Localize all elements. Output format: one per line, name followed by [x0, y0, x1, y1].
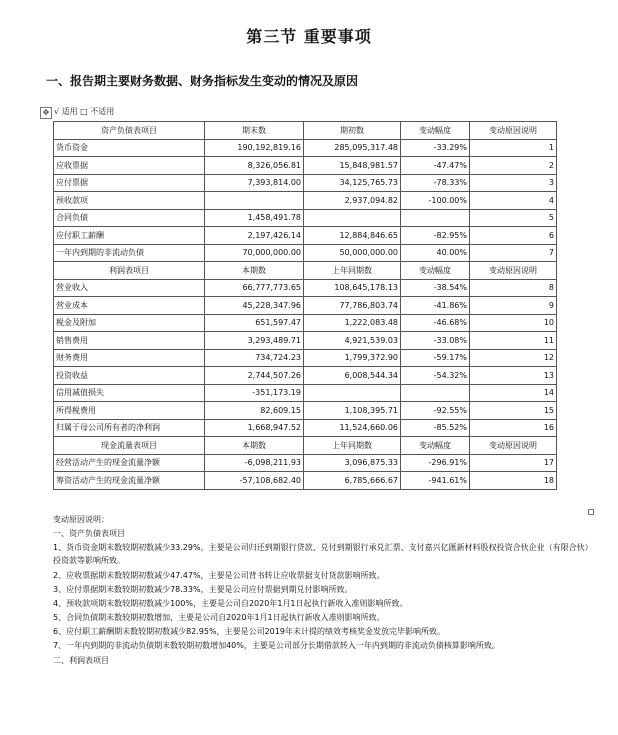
header-cell: 期末数	[205, 122, 304, 140]
table-row	[54, 297, 557, 315]
table-cell: 6,785,666.67	[304, 472, 401, 490]
table-cell	[304, 209, 401, 227]
header-cell: 变动幅度	[401, 122, 470, 140]
table-cell: 财务费用	[54, 349, 205, 367]
table-cell: 税金及附加	[54, 314, 205, 332]
table-row	[54, 279, 557, 297]
table-row	[54, 227, 557, 245]
table-cell: 预收款项	[54, 192, 205, 210]
change-reasons-notes	[53, 513, 593, 668]
table-cell: 8,326,056.81	[205, 157, 304, 175]
table-row	[54, 419, 557, 437]
table-cell: 16	[470, 419, 557, 437]
table-cell: 1,222,083.48	[304, 314, 401, 332]
table-cell: 12,884,846.65	[304, 227, 401, 245]
header-cell: 资产负债表项目	[54, 122, 205, 140]
note-line: 6、应付职工薪酬期末数较期初数减少82.95%，主要是公司2019年末计提的绩效考核奖金发放完毕影响所致。	[53, 627, 445, 636]
table-cell: 34,125,765.73	[304, 174, 401, 192]
table-cell	[401, 209, 470, 227]
table-cell: 10	[470, 314, 557, 332]
table-cell: 销售费用	[54, 332, 205, 350]
table-cell: 应付职工薪酬	[54, 227, 205, 245]
table-cell: 40.00%	[401, 244, 470, 262]
table-cell: -59.17%	[401, 349, 470, 367]
table-cell: 11,524,660.06	[304, 419, 401, 437]
header-cell: 变动原因说明	[470, 262, 557, 280]
header-cell: 现金流量表项目	[54, 437, 205, 455]
header-cell: 本期数	[205, 437, 304, 455]
table-cell: 应付票据	[54, 174, 205, 192]
header-cell: 变动幅度	[401, 437, 470, 455]
table-cell: 1,799,372.90	[304, 349, 401, 367]
table-cell: 一年内到期的非流动负债	[54, 244, 205, 262]
table-cell: 所得税费用	[54, 402, 205, 420]
table-cell: 2	[470, 157, 557, 175]
table-cell: 15,848,981.57	[304, 157, 401, 175]
table-cell: 8	[470, 279, 557, 297]
table-move-handle-icon[interactable]: ✥	[40, 107, 52, 119]
table-cell: 3	[470, 174, 557, 192]
section-heading: 一、报告期主要财务数据、财务指标发生变动的情况及原因	[46, 74, 359, 88]
table-row	[54, 402, 557, 420]
table-header-row	[54, 437, 557, 455]
table-cell: -38.54%	[401, 279, 470, 297]
table-cell: 信用减值损失	[54, 384, 205, 402]
table-cell	[304, 384, 401, 402]
header-cell: 期初数	[304, 122, 401, 140]
note-line: 5、合同负债期末数较期初数增加，主要是公司自2020年1月1日起执行新收入准则影响所致。	[53, 613, 385, 622]
table-row	[54, 349, 557, 367]
table-cell: -47.47%	[401, 157, 470, 175]
header-cell: 上年同期数	[304, 262, 401, 280]
table-cell: 4,921,539.03	[304, 332, 401, 350]
table-cell: -351,173.19	[205, 384, 304, 402]
applicability-label: √ 适用 □ 不适用	[54, 107, 115, 116]
header-cell: 利润表项目	[54, 262, 205, 280]
table-cell: 投资收益	[54, 367, 205, 385]
page-title: 第三节 重要事项	[246, 27, 372, 46]
table-row	[54, 454, 557, 472]
table-cell: 应收票据	[54, 157, 205, 175]
table-cell: 5	[470, 209, 557, 227]
table-cell: 734,724.23	[205, 349, 304, 367]
table-cell: -46.68%	[401, 314, 470, 332]
table-cell: -41.86%	[401, 297, 470, 315]
table-row	[54, 157, 557, 175]
table-cell: 经营活动产生的现金流量净额	[54, 454, 205, 472]
table-cell: 15	[470, 402, 557, 420]
table-row	[54, 367, 557, 385]
header-cell: 变动幅度	[401, 262, 470, 280]
note-line: 一、资产负债表项目	[53, 529, 125, 538]
table-cell: 9	[470, 297, 557, 315]
table-cell: -54.32%	[401, 367, 470, 385]
table-cell: 合同负债	[54, 209, 205, 227]
table-cell: 6,008,544.34	[304, 367, 401, 385]
table-cell: 14	[470, 384, 557, 402]
table-cell: 4	[470, 192, 557, 210]
table-cell: 7	[470, 244, 557, 262]
table-cell: 1,458,491.78	[205, 209, 304, 227]
table-cell: 77,786,803.74	[304, 297, 401, 315]
table-cell: 货币资金	[54, 139, 205, 157]
note-line: 1、货币资金期末数较期初数减少33.29%，主要是公司归还到期银行贷款、兑付到期银行承兑汇票、支付嘉兴亿匯新材料股权投资合伙企业（有限合伙）投资款等影响所致。	[53, 543, 593, 565]
note-line: 4、预收款项期末数较期初数减少100%，主要是公司自2020年1月1日起执行新收入准则影响所致。	[53, 599, 408, 608]
table-row	[54, 139, 557, 157]
table-cell: 18	[470, 472, 557, 490]
table-cell: 营业成本	[54, 297, 205, 315]
header-cell: 本期数	[205, 262, 304, 280]
table-cell: 190,192,819.16	[205, 139, 304, 157]
table-cell: 3,293,489.71	[205, 332, 304, 350]
table-cell: -33.29%	[401, 139, 470, 157]
table-cell: -85.52%	[401, 419, 470, 437]
note-line: 二、利润表项目	[53, 656, 109, 665]
table-cell: 13	[470, 367, 557, 385]
note-line: 变动原因说明：	[53, 515, 109, 524]
table-cell: -82.95%	[401, 227, 470, 245]
table-cell: 651,597.47	[205, 314, 304, 332]
table-header-row	[54, 262, 557, 280]
table-row	[54, 332, 557, 350]
table-cell: 6	[470, 227, 557, 245]
table-cell: -941.61%	[401, 472, 470, 490]
table-cell: -57,108,682.40	[205, 472, 304, 490]
table-row	[54, 384, 557, 402]
table-cell: 1,108,395.71	[304, 402, 401, 420]
table-cell: 归属于母公司所有者的净利润	[54, 419, 205, 437]
table-cell: 3,096,875.33	[304, 454, 401, 472]
table-row	[54, 209, 557, 227]
table-cell: 108,645,178.13	[304, 279, 401, 297]
table-cell: 1,668,947.52	[205, 419, 304, 437]
table-header-row	[54, 122, 557, 140]
table-cell: 营业收入	[54, 279, 205, 297]
table-row	[54, 472, 557, 490]
table-row	[54, 244, 557, 262]
table-cell: -296.91%	[401, 454, 470, 472]
header-cell: 变动原因说明	[470, 122, 557, 140]
table-row	[54, 174, 557, 192]
table-cell: -100.00%	[401, 192, 470, 210]
note-line: 3、应付票据期末数较期初数减少78.33%，主要是公司应付票据到期兑付影响所致。	[53, 585, 353, 594]
note-line: 2、应收票据期末数较期初数减少47.47%，主要是公司背书转让应收票据支付货款影响所致。	[53, 571, 385, 580]
table-cell: -6,098,211.93	[205, 454, 304, 472]
table-cell: 12	[470, 349, 557, 367]
table-cell: 66,777,773.65	[205, 279, 304, 297]
table-cell: 50,000,000.00	[304, 244, 401, 262]
table-cell: 82,609.15	[205, 402, 304, 420]
table-cell: 17	[470, 454, 557, 472]
financial-changes-table	[53, 121, 557, 490]
table-cell	[401, 384, 470, 402]
table-cell	[205, 192, 304, 210]
table-cell: 70,000,000.00	[205, 244, 304, 262]
table-cell: -92.55%	[401, 402, 470, 420]
table-row	[54, 314, 557, 332]
table-cell: 1	[470, 139, 557, 157]
table-cell: 45,228,347.96	[205, 297, 304, 315]
table-cell: 2,744,507.26	[205, 367, 304, 385]
table-row	[54, 192, 557, 210]
table-cell: 筹资活动产生的现金流量净额	[54, 472, 205, 490]
header-cell: 上年同期数	[304, 437, 401, 455]
table-cell: -78.33%	[401, 174, 470, 192]
header-cell: 变动原因说明	[470, 437, 557, 455]
table-cell: 7,393,814.00	[205, 174, 304, 192]
table-cell: 11	[470, 332, 557, 350]
table-cell: 2,197,426.14	[205, 227, 304, 245]
note-line: 7、一年内到期的非流动负债期末数较期初数增加40%，主要是公司部分长期借款转入一年内到期的非流动负债核算影响所致。	[53, 641, 500, 650]
table-cell: 2,937,094.82	[304, 192, 401, 210]
table-cell: -33.08%	[401, 332, 470, 350]
table-cell: 285,095,317.48	[304, 139, 401, 157]
